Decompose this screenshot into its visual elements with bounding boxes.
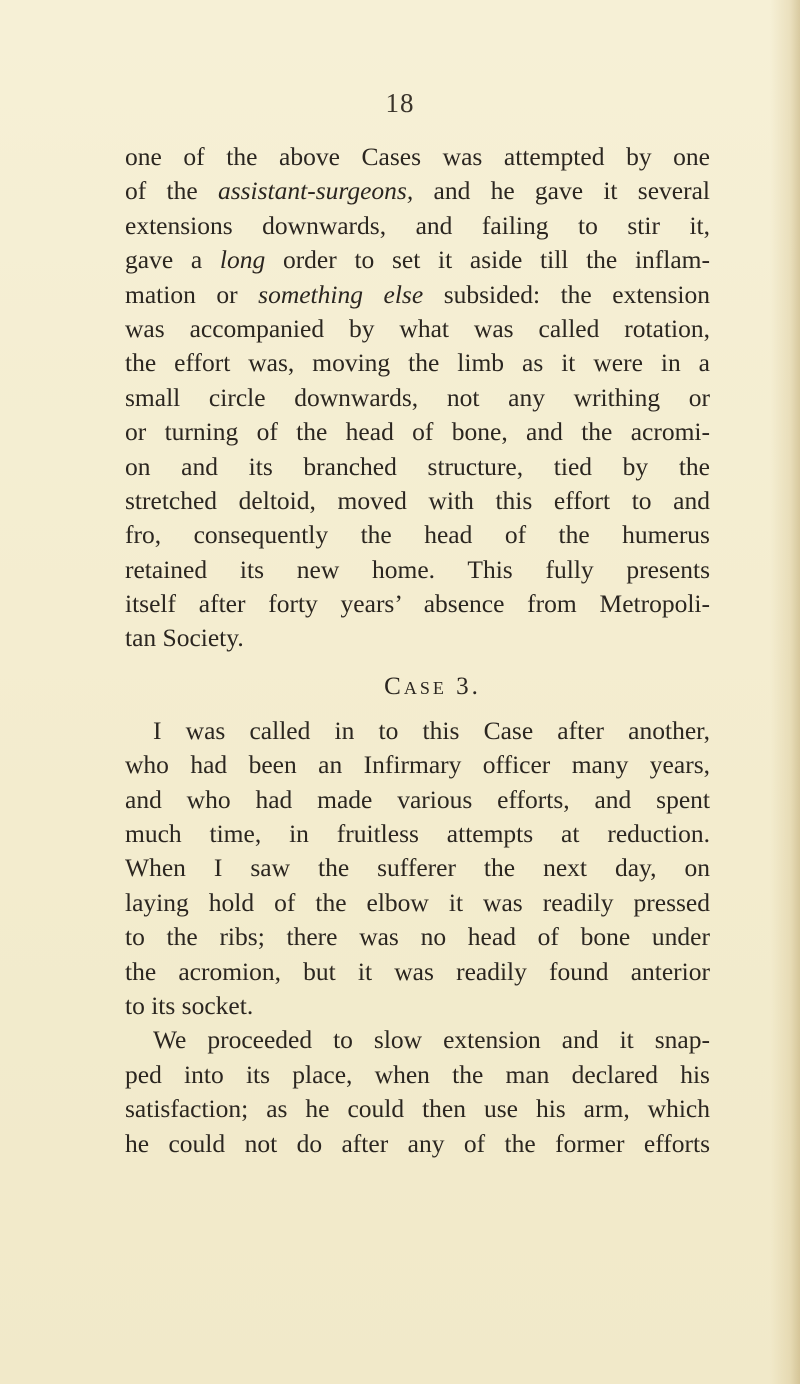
page-number: 18: [385, 88, 415, 118]
italic-run: long: [219, 245, 266, 275]
text-line: stretched deltoid, moved with this effort to and: [125, 485, 710, 515]
text-line: he could not do after any of the former efforts: [125, 1128, 710, 1158]
text-line: [125, 174, 710, 208]
section-heading: Case 3.: [384, 672, 481, 700]
text-line: one of the above Cases was attempted by one: [125, 142, 710, 171]
paragraph-1: [125, 140, 710, 656]
text-run: gave a: [125, 245, 220, 275]
paragraph-3: [125, 1023, 710, 1161]
text-line: much time, in fruitless attempts at reduction.: [125, 819, 710, 849]
text-line: When I saw the sufferer the next day, on: [125, 853, 710, 883]
text-line: tan Society.: [125, 623, 244, 653]
text-line: retained its new home. This fully presents: [125, 554, 710, 584]
text-line: [125, 243, 710, 277]
text-line: satisfaction; as he could then use his arm, which: [125, 1094, 710, 1124]
italic-run: assistant-surgeons,: [217, 176, 414, 206]
italic-run: something else: [258, 279, 424, 309]
text-line: I was called in to this Case after another,: [153, 715, 710, 745]
text-line: the acromion, but it was readily found anterior: [125, 956, 710, 986]
page-body: [125, 140, 710, 1161]
text-line: fro, consequently the head of the humerus: [125, 520, 710, 550]
text-line: We proceeded to slow extension and it snap-: [153, 1025, 710, 1055]
text-run: of the: [125, 176, 218, 206]
text-run: order to set it aside till the inflam-: [265, 245, 710, 275]
text-run: subsided: the extension: [423, 279, 710, 309]
text-line: extensions downwards, and failing to stir it,: [125, 210, 710, 240]
paragraph-2: [125, 714, 710, 1024]
text-line: or turning of the head of bone, and the acromi-: [125, 417, 710, 447]
text-line: to its socket.: [125, 990, 254, 1020]
text-line: on and its branched structure, tied by the: [125, 451, 710, 481]
text-line: itself after forty years’ absence from Metropoli-: [125, 589, 710, 619]
text-line: [125, 278, 710, 312]
text-line: and who had made various efforts, and spent: [125, 784, 710, 814]
text-line: who had been an Infirmary officer many years,: [125, 750, 710, 780]
text-run: mation or: [125, 279, 259, 309]
text-line: ped into its place, when the man declared his: [125, 1059, 710, 1089]
text-line: laying hold of the elbow it was readily pressed: [125, 887, 710, 917]
text-line: was accompanied by what was called rotation,: [125, 313, 710, 343]
text-line: small circle downwards, not any writhing or: [125, 382, 710, 412]
text-line: to the ribs; there was no head of bone under: [125, 922, 710, 952]
text-run: and he gave it several: [413, 176, 710, 206]
text-line: the effort was, moving the limb as it were in a: [125, 348, 710, 378]
